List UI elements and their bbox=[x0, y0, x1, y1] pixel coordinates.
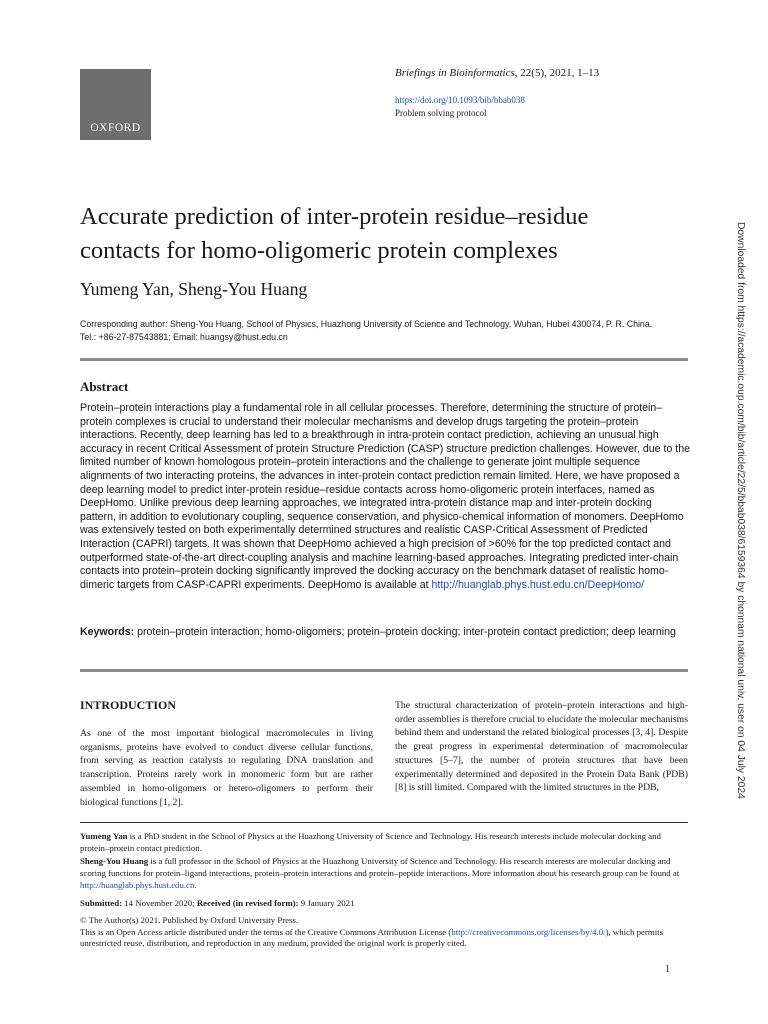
bio-2 bbox=[80, 855, 690, 892]
journal-volume: , 22(5), 2021, 1–13 bbox=[514, 67, 600, 79]
authors: Yumeng Yan, Sheng-You Huang bbox=[80, 279, 308, 299]
title-line-1: Accurate prediction of inter-protein residue–residue bbox=[80, 203, 589, 230]
received-date: 9 January 2021 bbox=[298, 898, 355, 908]
submission-dates bbox=[80, 898, 354, 908]
received-label: Received (in revised form): bbox=[196, 898, 299, 908]
abstract-text: Protein–protein interactions play a fundamental role in all cellular processes. Therefore, determining the structure of protein–protein complexes is crucial to understand their molecular mechanisms and develop drugs targeting the protein–protein interactions. Recently, deep learning has led to a breakthrough in intra-protein contact prediction, achieving an unusual high accuracy in recent Critical Assessment of protein Structure Prediction (CASP) structure prediction challenges. However, due to the limited number of known homologous protein–protein interactions and the challenge to generate joint multiple sequence alignments of two interacting proteins, the advances in inter-protein contact prediction remain limited. Here, we have proposed a deep learning model to predict inter-protein residue–residue contacts across homo-oligomeric protein interfaces, named as DeepHomo. Unlike previous deep learning approaches, we integrated intra-protein distance map and inter-protein docking pattern, in addition to evolutionary coupling, sequence conservation, and physico-chemical information of monomers. DeepHomo was extensively tested on both experimentally determined structures and realistic CASP-Critical Assessment of Predicted Interaction (CAPRI) targets. It was shown that DeepHomo achieved a high precision of >60% for the top predicted contact and outperformed state-of-the-art direct-coupling analysis and machine learning-based approaches. Integrating predicted inter-chain contacts into protein–protein docking significantly improved the docking accuracy on the benchmark dataset of realistic homo-dimeric targets from CASP-CAPRI experiments. DeepHomo is available at bbox=[80, 402, 691, 591]
copyright-notice bbox=[80, 915, 700, 950]
copyright-line: © The Author(s) 2021. Published by Oxford University Press. bbox=[80, 915, 299, 925]
introduction-heading: INTRODUCTION bbox=[80, 698, 177, 712]
huanglab-link[interactable]: http://huanglab.phys.hust.edu.cn bbox=[80, 880, 195, 891]
intro-column-2: The structural characterization of protein–protein interactions and high-order assemblies is therefore crucial to elucidate the molecular mechanisms behind them and understand the related biological processes [3, 4]. Despite the great progress in experimental determination of macromolecular structures [5–7], the number of protein structures that have been experimentally determined and deposited in the Protein Data Bank (PDB) [8] is still limited. Compared with the limited structures in the PDB, bbox=[395, 700, 688, 794]
contact-line: Tel.: +86-27-87543881; Email: huangsy@hust.edu.cn bbox=[80, 332, 288, 342]
keywords-label: Keywords: bbox=[80, 626, 135, 638]
intro-column-1: As one of the most important biological macromolecules in living organisms, proteins have evolved to conduct diverse cellular functions, from serving as reaction catalysts to regulating DNA translation and transcription. Proteins rarely work in monomeric form but are rather assembled in homo-oligomers or hetero-oligomers to perform their biological functions [1, 2]. bbox=[80, 728, 373, 808]
journal-name: Briefings in Bioinformatics bbox=[395, 67, 515, 79]
abstract-body bbox=[80, 402, 690, 592]
section-divider bbox=[80, 358, 688, 361]
submitted-date: 14 November 2020; bbox=[122, 898, 197, 908]
license-link[interactable]: http://creativecommons.org/licenses/by/4.0/ bbox=[451, 926, 606, 937]
page-number: 1 bbox=[665, 964, 670, 975]
download-notice: Downloaded from https://academic.oup.com/bib/article/22/5/bbab038/6159364 by chonnam national univ. user on 04 July 2024 bbox=[735, 222, 746, 799]
corresponding-author bbox=[80, 318, 720, 344]
bio-1-text: is a PhD student in the School of Physics at the Huazhong University of Science and Technology. His research interests include molecular docking and protein–protein contact prediction. bbox=[80, 831, 661, 854]
title-line-2: contacts for homo-oligomeric protein complexes bbox=[80, 237, 558, 264]
bio-1-name: Yumeng Yan bbox=[80, 831, 128, 841]
keywords-text: protein–protein interaction; homo-oligomers; protein–protein docking; inter-protein contact prediction; deep learning bbox=[134, 626, 676, 638]
bio-1 bbox=[80, 830, 690, 855]
footnote-divider bbox=[80, 822, 688, 823]
corresponding-line: Corresponding author: Sheng-You Huang, School of Physics, Huazhong University of Science and Technology, Wuhan, Hubei 430074, P. R. China. bbox=[80, 319, 653, 329]
bio-2-name: Sheng-You Huang bbox=[80, 855, 149, 866]
paper-title bbox=[80, 200, 720, 268]
journal-citation bbox=[395, 67, 599, 79]
oxford-logo bbox=[80, 69, 151, 140]
author-bios bbox=[80, 830, 690, 891]
deephomo-link[interactable]: http://huanglab.phys.hust.edu.cn/DeepHomo/ bbox=[431, 578, 645, 591]
bio-2-text: is a full professor in the School of Physics at the Huazhong University of Science and Technology. His research interests are molecular docking and scoring functions for protein–ligand interactions, protein–protein interactions and protein–peptide interactions. More information about his research group can be found at bbox=[80, 855, 680, 878]
license-text-a: This is an Open Access article distributed under the terms of the Creative Commons Attribution License ( bbox=[80, 926, 452, 937]
license-text-b: ), which permits unrestricted reuse, distribution, and reproduction in any medium, provided the original work is properly cited. bbox=[80, 926, 664, 948]
paper-type: Problem solving protocol bbox=[395, 108, 487, 118]
bio-2-end: . bbox=[194, 880, 197, 891]
license-text bbox=[80, 927, 700, 950]
submitted-label: Submitted: bbox=[80, 898, 123, 908]
logo-text: OXFORD bbox=[90, 122, 141, 134]
keywords bbox=[80, 625, 690, 639]
abstract-heading: Abstract bbox=[80, 379, 129, 394]
section-divider bbox=[80, 669, 688, 672]
doi-link[interactable]: https://doi.org/10.1093/bib/bbab038 bbox=[395, 95, 525, 105]
